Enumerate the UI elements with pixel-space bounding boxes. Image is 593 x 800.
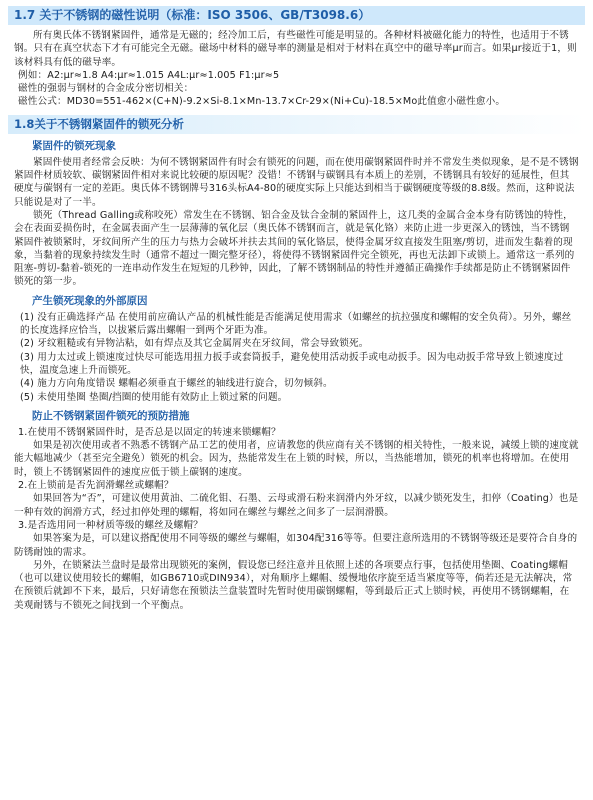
cause-item-3: (3) 用力太过或上锁速度过快尽可能选用扭力扳手或套筒扳手，避免使用活动扳手或电动扳手。因为电动扳手常导致上锁速度过快，温度急速上升而锁死。 xyxy=(20,351,564,376)
cause-item-2: (2) 牙纹粗糙或有异物沾粘，如有焊点及其它金属屑夹在牙纹间，常会导致锁死。 xyxy=(20,338,369,350)
permeability-example: 例如：A2:μr≈1.8 A4:μr≈1.015 A4L:μr≈1.005 F1:μr≈5 xyxy=(18,69,280,81)
galling-paragraph-2: 锁死（Thread Galling或称咬死）常发生在不锈钢、铝合金及钛合金制的紧固件上，这几类的金属合金本身有防锈蚀的特性，会在表面妥损伤时，在金属表面产生一层薄薄的氧化层（奥氏体不锈钢而言，就是氧化铬）来防止进一步更深入的锈蚀，当不锈钢紧固件被锁紧时，牙纹间所产生的压力与热力会破坏并扶去其间的氧化铬层，使得金属牙纹直接发生阻塞/剪切，进而发生黏着的现象，当黏着的现象持续发生时（通常不超过一圈完整牙径），将使得不锈钢紧固件完全锁死，再也无法卸下或锁上。通常这一系列的阻塞-剪切-黏着-锁死的一连串动作发生在短短的几秒钟，因此，了解不锈钢制品的特性并遵循正确操作手续都是防止不锈钢紧固件锁死的第一步。 xyxy=(14,209,575,288)
cause-item-4: (4) 施力方向角度错误 螺帽必须垂直于螺丝的轴线进行旋合，切勿倾斜。 xyxy=(20,378,333,390)
cause-item-5: (5) 未使用垫圈 垫圈/挡圈的使用能有效防止上锁过紧的问题。 xyxy=(20,391,288,403)
magnetism-formula: 磁性公式：MD30=551-462×(C+N)-9.2×Si-8.1×Mn-13.7×Cr-29×(Ni+Cu)-18.5×Mo此值愈小磁性愈小。 xyxy=(18,96,506,108)
question-2: 2.在上锁前是否先润滑螺丝或螺帽？ xyxy=(18,480,174,492)
question-1: 1.在使用不锈钢紧固件时，是否总是以固定的转速来锁螺帽？ xyxy=(18,426,281,438)
magnetism-paragraph: 所有奥氏体不锈钢紧固件，通常是无磁的；经冷加工后，有些磁性可能是明显的。各种材料被磁化能力的特性，也适用于不锈钢。只有在真空状态下才有可能完全无磁。磁场中材料的磁导率的测量是相对于材料在真空中的磁导率μr而言。如果μr接近于1，则该材料具有低的磁导率。 xyxy=(14,30,577,68)
galling-paragraph-1: 紧固件使用者经常会反映：为何不锈钢紧固件有时会有锁死的问题，而在使用碳钢紧固件时并不常发生类似现象，是不是不锈钢紧固件材质较软、碳钢紧固件相对来说比较硬的原因呢？没错！不锈钢与碳钢具有本质上的差别，不锈钢具有较好的延展性，但其硬度与碳钢有一定的差距。奥氏体不锈钢牌号316头标A4-80的硬度实际上只能达到相当于碳钢硬度等级的8.8级。然而，这种说法只能说是对了一半。 xyxy=(14,156,579,208)
answer-2: 如果回答为“否”，可建议使用黄油、二硫化钼、石墨、云母或滑石粉来润滑内外牙纹，以减少锁死发生，扣停（Coating）也是一种有效的润滑方式，经过扣停处理的螺帽，将如同在螺丝与螺丝之间多了一层润滑膜。 xyxy=(14,493,579,518)
answer-3a: 如果答案为是，可以建议搭配使用不同等级的螺丝与螺帽，如304配316等等。但要注意所选用的不锈钢等级还是要符合自身的防锈耐蚀的需求。 xyxy=(14,533,578,558)
subheading-galling-phenomenon: 紧固件的锁死现象 xyxy=(32,139,116,152)
section-1-8-title: 1.8关于不锈钢紧固件的锁死分析 xyxy=(8,115,585,134)
cause-item-1: (1) 没有正确选择产品 在使用前应确认产品的机械性能是否能满足使用需求（如螺丝的抗拉强度和螺帽的安全负荷）。另外，螺丝的长度选择应恰当，以拔紧后露出螺帽一到两个牙距为准。 xyxy=(20,311,572,337)
question-3: 3.是否选用同一种材质等级的螺丝及螺帽？ xyxy=(18,519,203,531)
magnetism-strength-note: 磁性的强弱与钢材的合金成分密切相关： xyxy=(18,83,194,95)
answer-1: 如果是初次使用或者不熟悉不锈钢产品工艺的使用者，应请教您的供应商有关不锈钢的相关特性，一般来说，减缓上锁的速度就能大幅地减少（甚至完全避免）锁死的机会。因为，热能常发生在上锁的时候，所以，当热能增加，锁死的机率也将增加。在使用时，锁上不锈钢紧固件的速度应低于锁上碳钢的速度。 xyxy=(14,440,579,478)
section-1-7-title: 1.7 关于不锈钢的磁性说明（标准：ISO 3506、GB/T3098.6） xyxy=(8,6,585,25)
answer-3b: 另外，在锁紧法兰盘时是最常出现锁死的案例，假设您已经注意并且依照上述的各项要点行事，包括使用垫圈、Coating螺帽（也可以建议使用较长的螺帽，如GB6710或DIN934），对角顺序上螺帽、缓慢地依序旋至适当紧度等等，倘若还是无法解决，常在预锁后就卸不下来，最后，只好请您在预锁法兰盘装置时先暂时使用碳钢螺帽，等到最后正式上锁时候，再使用不锈钢螺帽，在美观耐锈与不锁死之间找到一个平衡点。 xyxy=(14,559,573,611)
subheading-external-causes: 产生锁死现象的外部原因 xyxy=(32,294,148,307)
subheading-prevention: 防止不锈钢紧固件锁死的预防措施 xyxy=(32,409,190,422)
